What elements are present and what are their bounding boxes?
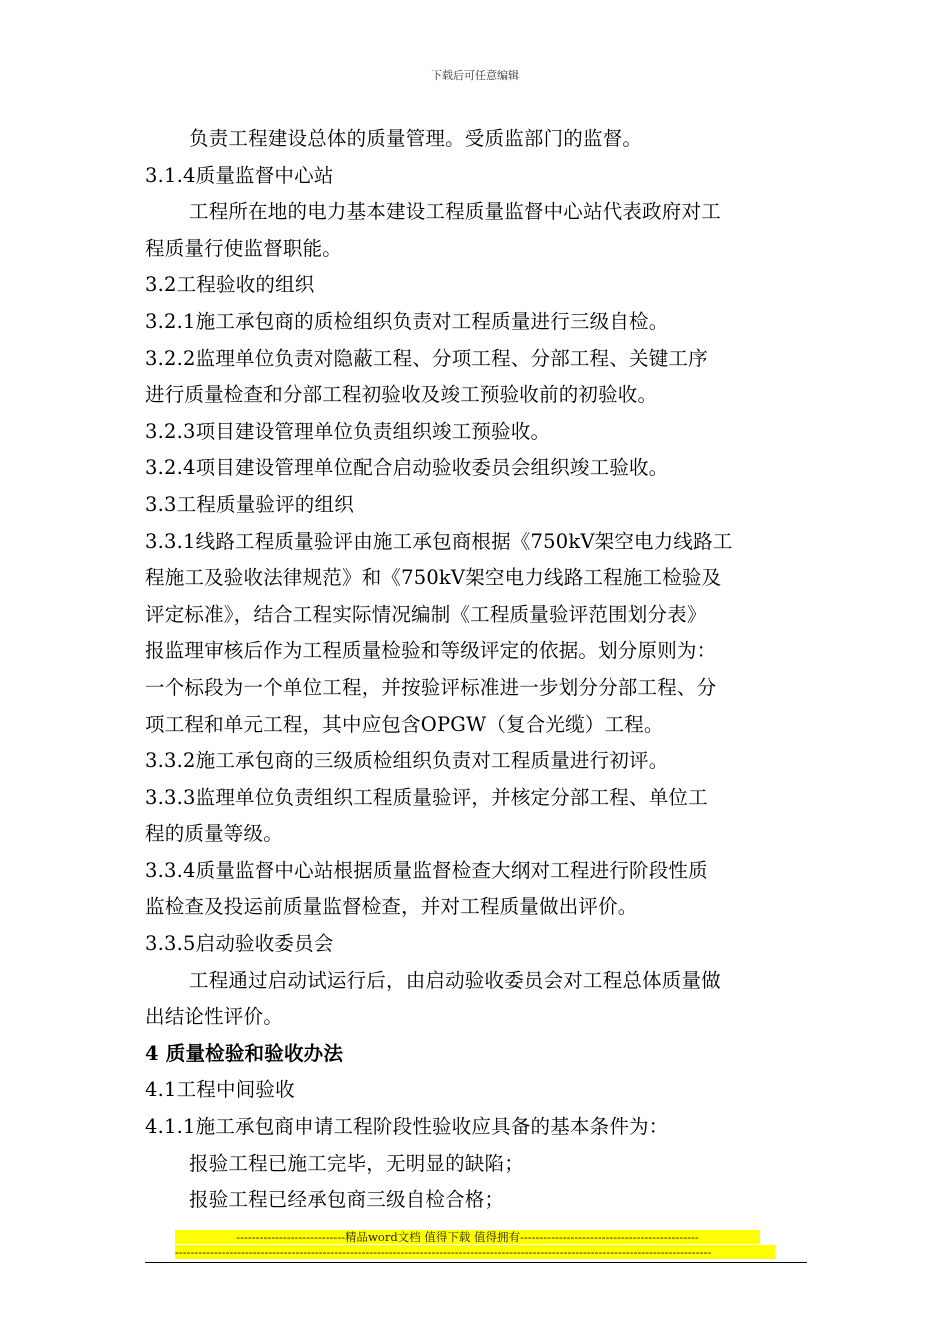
text-line: 3.3工程质量验评的组织 bbox=[145, 492, 354, 516]
text-line: 3.2.3项目建设管理单位负责组织竣工预验收。 bbox=[145, 419, 551, 443]
footer-dashes: ------------------------------------------------------------------------------------------------------------------------------------------ bbox=[175, 1245, 775, 1259]
page-header-note: 下载后可任意编辑 bbox=[431, 69, 519, 82]
text-line: 3.2.1施工承包商的质检组织负责对工程质量进行三级自检。 bbox=[145, 309, 669, 333]
text-line: 报验工程已施工完毕，无明显的缺陷； bbox=[189, 1151, 524, 1175]
text-line: 3.3.1线路工程质量验评由施工承包商根据《750kV架空电力线路工 bbox=[145, 529, 733, 553]
text-line: 负责工程建设总体的质量管理。受质监部门的监督。 bbox=[189, 127, 643, 150]
text-line: 进行质量检查和分部工程初验收及竣工预验收前的初验收。 bbox=[145, 383, 658, 407]
text-line: 3.2.2监理单位负责对隐蔽工程、分项工程、分部工程、关键工序 bbox=[145, 346, 708, 370]
text-line: 3.2.4项目建设管理单位配合启动验收委员会组织竣工验收。 bbox=[145, 456, 669, 480]
text-line: 报监理审核后作为工程质量检验和等级评定的依据。划分原则为： bbox=[145, 639, 717, 663]
text-line: 3.3.5启动验收委员会 bbox=[145, 932, 334, 956]
text-line: 3.3.4质量监督中心站根据质量监督检查大纲对工程进行阶段性质 bbox=[145, 858, 708, 882]
text-line: 4.1工程中间验收 bbox=[145, 1078, 295, 1102]
text-line: 程质量行使监督职能。 bbox=[145, 236, 343, 260]
text-line: 3.1.4质量监督中心站 bbox=[145, 163, 334, 187]
text-line: 监检查及投运前质量监督检查，并对工程质量做出评价。 bbox=[145, 895, 638, 919]
section-heading: 4 质量检验和验收办法 bbox=[145, 1041, 344, 1065]
text-line: 程施工及验收法律规范》和《750kV架空电力线路工程施工检验及 bbox=[145, 566, 722, 590]
text-line: 报验工程已经承包商三级自检合格； bbox=[189, 1188, 505, 1212]
footer-rule bbox=[145, 1262, 807, 1263]
footer-banner: ----------------------------精品word文档 值得下载 值得拥有---------------------------------------------- bbox=[175, 1230, 760, 1244]
text-line: 3.2工程验收的组织 bbox=[145, 273, 315, 297]
text-line: 程的质量等级。 bbox=[145, 822, 283, 846]
text-line: 3.3.2施工承包商的三级质检组织负责对工程质量进行初评。 bbox=[145, 749, 669, 773]
text-line: 3.3.3监理单位负责组织工程质量验评，并核定分部工程、单位工 bbox=[145, 785, 708, 809]
text-line: 工程所在地的电力基本建设工程质量监督中心站代表政府对工 bbox=[189, 200, 721, 224]
text-line: 4.1.1施工承包商申请工程阶段性验收应具备的基本条件为： bbox=[145, 1115, 669, 1139]
text-line: 出结论性评价。 bbox=[145, 1005, 283, 1029]
text-line: 一个标段为一个单位工程，并按验评标准进一步划分分部工程、分 bbox=[145, 675, 717, 699]
text-line: 工程通过启动试运行后，由启动验收委员会对工程总体质量做 bbox=[189, 968, 721, 992]
document-body bbox=[145, 121, 810, 1219]
text-line: 项工程和单元工程，其中应包含OPGW（复合光缆）工程。 bbox=[145, 712, 664, 736]
text-line: 评定标准》，结合工程实际情况编制《工程质量验评范围划分表》 bbox=[145, 602, 707, 626]
